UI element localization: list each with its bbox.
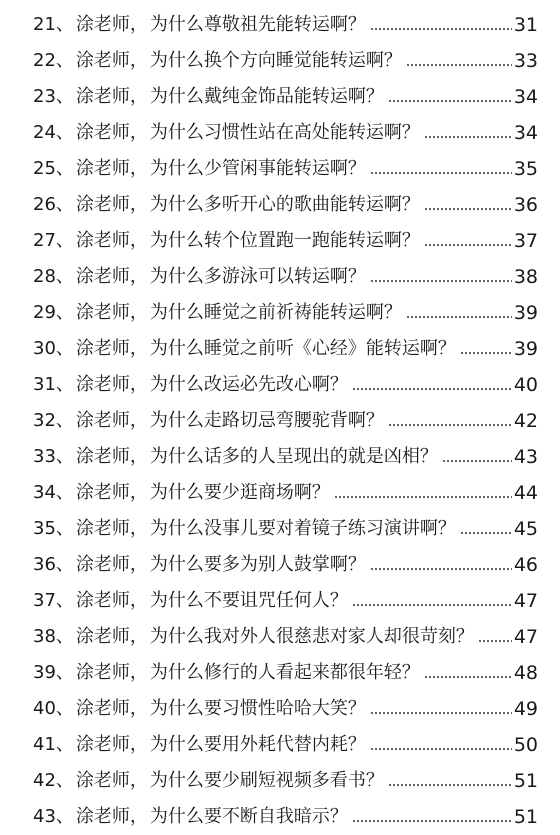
entry-author: 涂老师， [75, 50, 148, 71]
toc-entry[interactable] [0, 763, 560, 799]
dot-leader [370, 28, 512, 30]
entry-page-number: 44 [513, 482, 538, 504]
entry-number: 35、 [33, 518, 74, 539]
entry-number: 30、 [33, 338, 74, 359]
entry-title: 为什么多听开心的歌曲能转运啊？ [149, 194, 420, 215]
entry-title: 为什么要用外耗代替内耗？ [149, 734, 366, 755]
entry-author: 涂老师， [75, 86, 148, 107]
dot-leader [370, 280, 512, 282]
entry-page-number: 31 [513, 14, 538, 36]
entry-number: 33、 [33, 446, 74, 467]
entry-page-number: 35 [513, 158, 538, 180]
dot-leader [334, 496, 512, 498]
toc-entry[interactable] [0, 547, 560, 583]
toc-entry[interactable] [0, 799, 560, 835]
entry-author: 涂老师， [75, 590, 148, 611]
entry-author: 涂老师， [75, 338, 148, 359]
entry-title: 为什么要不断自我暗示？ [149, 806, 348, 827]
entry-number: 26、 [33, 194, 74, 215]
entry-author: 涂老师， [75, 518, 148, 539]
dot-leader [424, 676, 512, 678]
entry-author: 涂老师， [75, 158, 148, 179]
entry-title: 为什么要多为别人鼓掌啊？ [149, 554, 366, 575]
entry-number: 37、 [33, 590, 74, 611]
entry-title: 为什么不要诅咒任何人？ [149, 590, 348, 611]
entry-page-number: 46 [513, 554, 538, 576]
entry-author: 涂老师， [75, 194, 148, 215]
dot-leader [424, 208, 512, 210]
entry-title: 为什么尊敬祖先能转运啊？ [149, 14, 366, 35]
toc-entry[interactable] [0, 79, 560, 115]
entry-number: 24、 [33, 122, 74, 143]
entry-page-number: 47 [513, 590, 538, 612]
dot-leader [352, 388, 512, 390]
entry-page-number: 49 [513, 698, 538, 720]
entry-page-number: 38 [513, 266, 538, 288]
dot-leader [370, 712, 512, 714]
toc-entry[interactable] [0, 151, 560, 187]
entry-title: 为什么话多的人呈现出的就是凶相？ [149, 446, 438, 467]
entry-number: 40、 [33, 698, 74, 719]
entry-number: 29、 [33, 302, 74, 323]
entry-page-number: 51 [513, 770, 538, 792]
entry-page-number: 45 [513, 518, 538, 540]
entry-author: 涂老师， [75, 770, 148, 791]
entry-title: 为什么改运必先改心啊？ [149, 374, 348, 395]
entry-page-number: 34 [513, 122, 538, 144]
entry-author: 涂老师， [75, 410, 148, 431]
toc-entry[interactable] [0, 187, 560, 223]
entry-author: 涂老师， [75, 482, 148, 503]
entry-title: 为什么换个方向睡觉能转运啊？ [149, 50, 402, 71]
entry-title: 为什么转个位置跑一跑能转运啊？ [149, 230, 420, 251]
entry-number: 41、 [33, 734, 74, 755]
entry-author: 涂老师， [75, 230, 148, 251]
entry-page-number: 40 [513, 374, 538, 396]
entry-page-number: 43 [513, 446, 538, 468]
entry-number: 42、 [33, 770, 74, 791]
entry-author: 涂老师， [75, 266, 148, 287]
entry-number: 27、 [33, 230, 74, 251]
entry-page-number: 39 [513, 338, 538, 360]
entry-number: 23、 [33, 86, 74, 107]
entry-title: 为什么走路切忌弯腰驼背啊？ [149, 410, 384, 431]
entry-title: 为什么睡觉之前祈祷能转运啊？ [149, 302, 402, 323]
entry-number: 32、 [33, 410, 74, 431]
entry-author: 涂老师， [75, 698, 148, 719]
dot-leader [478, 640, 512, 642]
entry-number: 22、 [33, 50, 74, 71]
entry-title: 为什么戴纯金饰品能转运啊？ [149, 86, 384, 107]
dot-leader [370, 568, 512, 570]
entry-title: 为什么修行的人看起来都很年轻？ [149, 662, 420, 683]
dot-leader [352, 820, 512, 822]
dot-leader [388, 424, 512, 426]
entry-author: 涂老师， [75, 554, 148, 575]
entry-author: 涂老师， [75, 302, 148, 323]
entry-title: 为什么要习惯性哈哈大笑？ [149, 698, 366, 719]
entry-author: 涂老师， [75, 734, 148, 755]
entry-title: 为什么要少刷短视频多看书？ [149, 770, 384, 791]
entry-number: 38、 [33, 626, 74, 647]
toc-entry[interactable] [0, 403, 560, 439]
dot-leader [388, 784, 512, 786]
dot-leader [424, 136, 512, 138]
entry-page-number: 50 [513, 734, 538, 756]
entry-title: 为什么要少逛商场啊？ [149, 482, 330, 503]
dot-leader [406, 316, 512, 318]
entry-number: 36、 [33, 554, 74, 575]
toc-entry[interactable] [0, 7, 560, 43]
entry-author: 涂老师， [75, 806, 148, 827]
dot-leader [442, 460, 512, 462]
entry-page-number: 42 [513, 410, 538, 432]
entry-page-number: 39 [513, 302, 538, 324]
entry-author: 涂老师， [75, 374, 148, 395]
dot-leader [460, 532, 512, 534]
toc-entry[interactable] [0, 511, 560, 547]
entry-title: 为什么习惯性站在高处能转运啊？ [149, 122, 420, 143]
entry-page-number: 47 [513, 626, 538, 648]
toc-entry[interactable] [0, 439, 560, 475]
entry-number: 43、 [33, 806, 74, 827]
toc-entry[interactable] [0, 367, 560, 403]
entry-title: 为什么我对外人很慈悲对家人却很苛刻？ [149, 626, 474, 647]
toc-entry[interactable] [0, 727, 560, 763]
entry-page-number: 33 [513, 50, 538, 72]
toc-entry[interactable] [0, 295, 560, 331]
entry-title: 为什么睡觉之前听《心经》能转运啊？ [149, 338, 456, 359]
toc-entry[interactable] [0, 583, 560, 619]
entry-title: 为什么没事儿要对着镜子练习演讲啊？ [149, 518, 456, 539]
dot-leader [460, 352, 512, 354]
dot-leader [352, 604, 512, 606]
toc-entry[interactable] [0, 115, 560, 151]
toc-entry[interactable] [0, 619, 560, 655]
dot-leader [406, 64, 512, 66]
entry-page-number: 36 [513, 194, 538, 216]
entry-author: 涂老师， [75, 14, 148, 35]
dot-leader [370, 172, 512, 174]
entry-page-number: 51 [513, 806, 538, 828]
entry-number: 34、 [33, 482, 74, 503]
dot-leader [370, 748, 512, 750]
entry-author: 涂老师， [75, 662, 148, 683]
dot-leader [424, 244, 512, 246]
entry-number: 21、 [33, 14, 74, 35]
toc-entry[interactable] [0, 691, 560, 727]
entry-author: 涂老师， [75, 446, 148, 467]
toc-entry[interactable] [0, 43, 560, 79]
entry-title: 为什么少管闲事能转运啊？ [149, 158, 366, 179]
entry-page-number: 48 [513, 662, 538, 684]
toc-entry[interactable] [0, 655, 560, 691]
entry-number: 28、 [33, 266, 74, 287]
entry-page-number: 37 [513, 230, 538, 252]
entry-page-number: 34 [513, 86, 538, 108]
entry-number: 31、 [33, 374, 74, 395]
entry-title: 为什么多游泳可以转运啊？ [149, 266, 366, 287]
toc-entry[interactable] [0, 475, 560, 511]
entry-author: 涂老师， [75, 626, 148, 647]
entry-author: 涂老师， [75, 122, 148, 143]
entry-number: 39、 [33, 662, 74, 683]
toc-entry[interactable] [0, 223, 560, 259]
toc-entry[interactable] [0, 331, 560, 367]
entry-number: 25、 [33, 158, 74, 179]
toc-entry[interactable] [0, 259, 560, 295]
dot-leader [388, 100, 512, 102]
